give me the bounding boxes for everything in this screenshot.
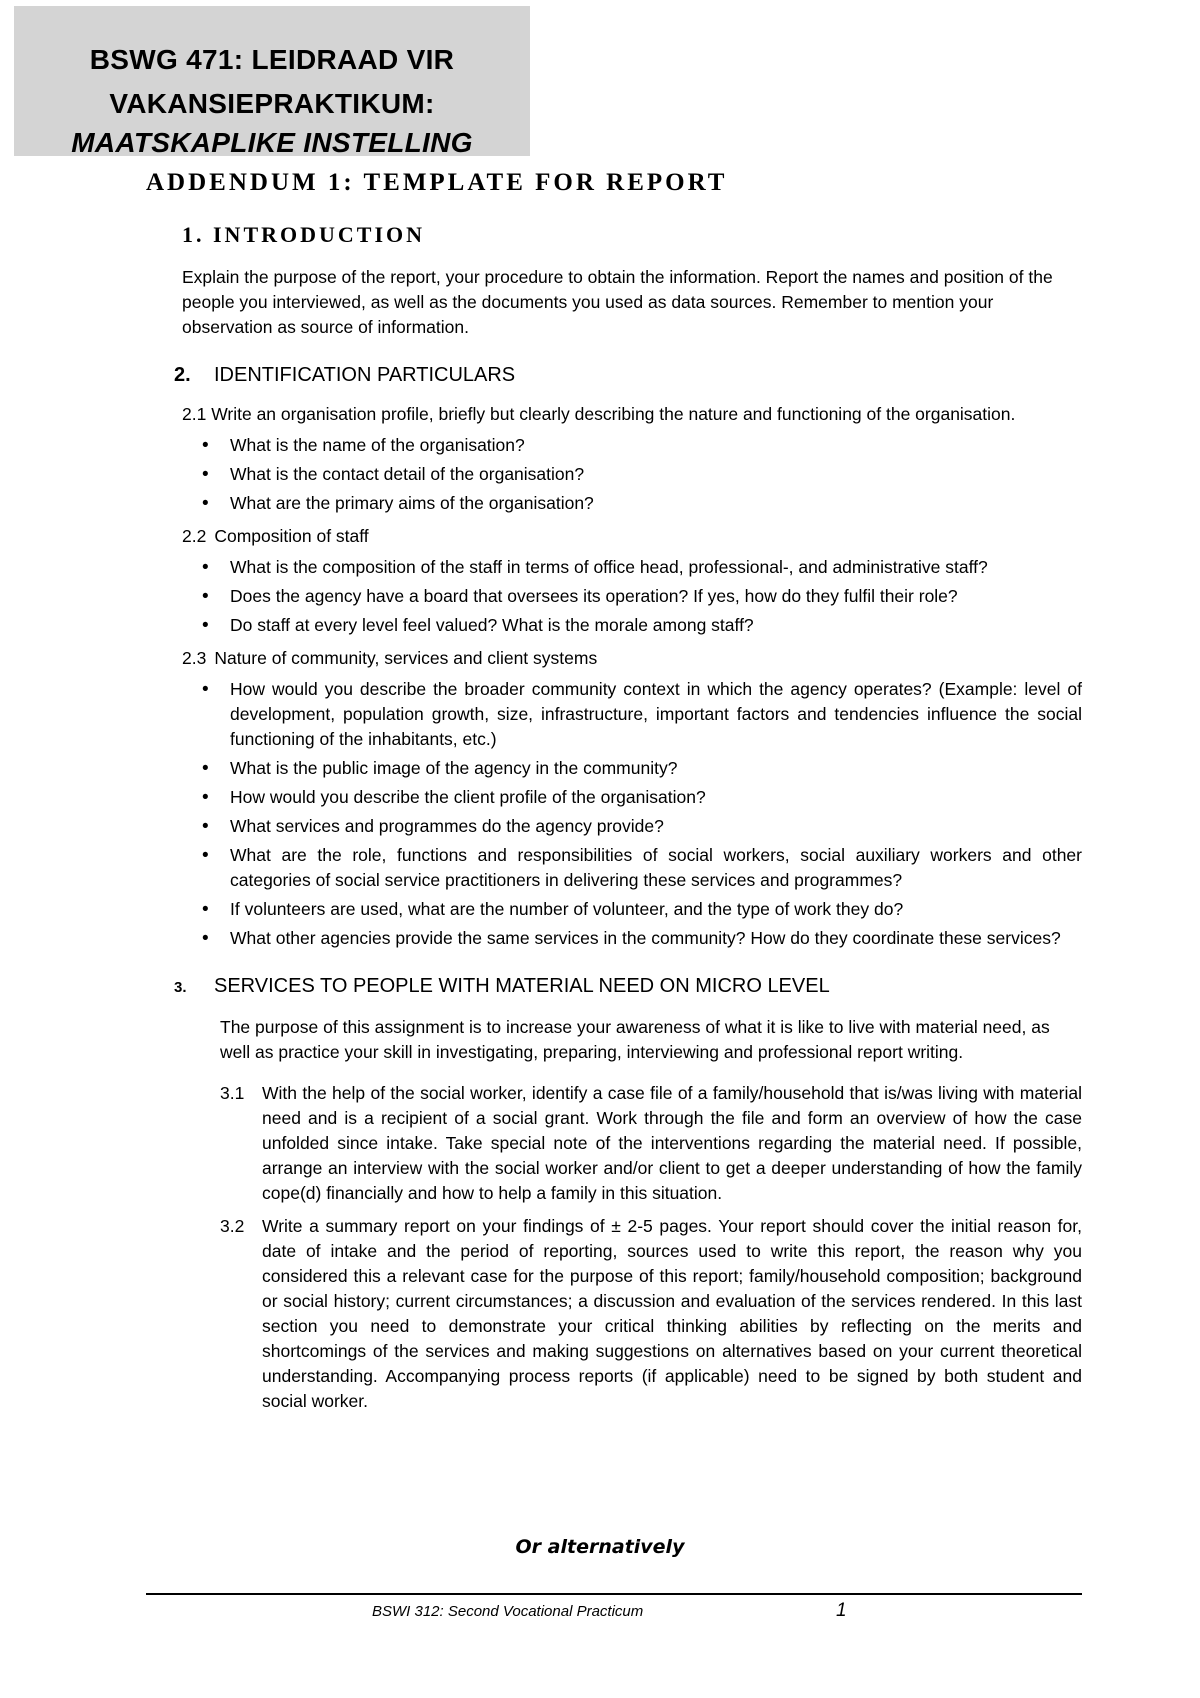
list-item: • What is the contact detail of the organisation?: [146, 462, 1082, 487]
addendum-title: ADDENDUM 1: TEMPLATE FOR REPORT: [146, 169, 728, 196]
subsection-2-2: [182, 524, 1082, 549]
list-item: • If volunteers are used, what are the number of volunteer, and the type of work they do?: [146, 897, 1082, 922]
or-alternatively: Or alternatively: [515, 1536, 685, 1558]
list-item: • What is the name of the organisation?: [146, 433, 1082, 458]
identification-heading: [174, 360, 1082, 390]
list-item: • Does the agency have a board that oversees its operation? If yes, how do they fulfil their role?: [146, 584, 1082, 609]
services-heading: [174, 971, 1082, 1003]
list-item: • What other agencies provide the same services in the community? How do they coordinate these services?: [146, 926, 1082, 951]
subsection-title: Composition of staff: [214, 526, 369, 546]
subsection-title: Nature of community, services and client systems: [214, 648, 598, 668]
header-line-1: BSWG 471: LEIDRAAD VIR: [89, 44, 455, 75]
subsection-number: 2.2: [182, 526, 207, 546]
list-item: • Do staff at every level feel valued? What is the morale among staff?: [146, 613, 1082, 638]
subsection-2-3: [182, 646, 1082, 671]
list-item: [220, 1214, 1082, 1414]
list-item: • What are the role, functions and responsibilities of social workers, social auxiliary workers and other categories of social service practitioners in delivering these services and programmes?: [146, 843, 1082, 893]
item-text: Write a summary report on your findings of ± 2-5 pages. Your report should cover the initial reason for, date of intake and the period of reporting, sources used to write this report, the reason why you considered this a relevant case for the purpose of this report; family/household composition; background or social history; current circumstances; a discussion and evaluation of the services rendered. In this last section you need to demonstrate your critical thinking abilities by reflecting on the merits and shortcomings of the services and making suggestions on alternatives based on your current theoretical understanding. Accompanying process reports (if applicable) need to be signed by both student and social worker.: [262, 1216, 1082, 1411]
header-line-2: VAKANSIEPRAKTIKUM:: [109, 88, 435, 119]
list-item: • How would you describe the broader community context in which the agency operates? (Example: level of development, population growth, size, infrastructure, important factors and tendencies influence the social functioning of the inhabitants, etc.): [146, 677, 1082, 752]
bullet-list-2-3: [146, 677, 1082, 951]
list-item: • What is the public image of the agency in the community?: [146, 756, 1082, 781]
section-title: SERVICES TO PEOPLE WITH MATERIAL NEED ON MICRO LEVEL: [214, 975, 830, 997]
list-item: • How would you describe the client profile of the organisation?: [146, 785, 1082, 810]
intro-heading: 1. INTRODUCTION: [182, 222, 426, 247]
list-item: • What services and programmes do the agency provide?: [146, 814, 1082, 839]
item-number: 3.1: [220, 1083, 245, 1103]
services-items: [220, 1081, 1082, 1414]
section-number: 3.: [174, 979, 187, 996]
intro-paragraph: Explain the purpose of the report, your procedure to obtain the information. Report the names and position of the people you interviewed, as well as the documents you used as data sources. Remember to mention your observation as source of information.: [182, 267, 1053, 337]
section-title: IDENTIFICATION PARTICULARS: [214, 364, 516, 386]
services-purpose: The purpose of this assignment is to increase your awareness of what it is like to live with material need, as well as practice your skill in investigating, preparing, interviewing and professional report writing.: [220, 1017, 1050, 1062]
bullet-list-2-1: [146, 433, 1082, 516]
list-item: • What is the composition of the staff in terms of office head, professional-, and administrative staff?: [146, 555, 1082, 580]
footer-divider: [146, 1593, 1082, 1595]
bullet-list-2-2: [146, 555, 1082, 638]
item-text: With the help of the social worker, identify a case file of a family/household that is/was living with material need and is a recipient of a social grant. Work through the file and form an overview of how the case unfolded since intake. Take special note of the interventions regarding the material need. If possible, arrange an interview with the social worker and/or client to get a deeper understanding of how the family cope(d) financially and how to help a family in this situation.: [262, 1083, 1082, 1203]
subsection-number: 2.3: [182, 648, 207, 668]
page-number: 1: [836, 1600, 847, 1621]
section-number: 2.: [174, 364, 191, 386]
document-body: [146, 165, 1082, 1422]
footer-course: BSWI 312: Second Vocational Practicum: [372, 1603, 644, 1620]
list-item: [220, 1081, 1082, 1206]
header-banner: [14, 6, 530, 156]
list-item: • What are the primary aims of the organisation?: [146, 491, 1082, 516]
subsection-2-1: 2.1 Write an organisation profile, briefly but clearly describing the nature and functioning of the organisation.: [182, 404, 1016, 424]
item-number: 3.2: [220, 1216, 245, 1236]
header-line-3: MAATSKAPLIKE INSTELLING: [71, 127, 473, 158]
